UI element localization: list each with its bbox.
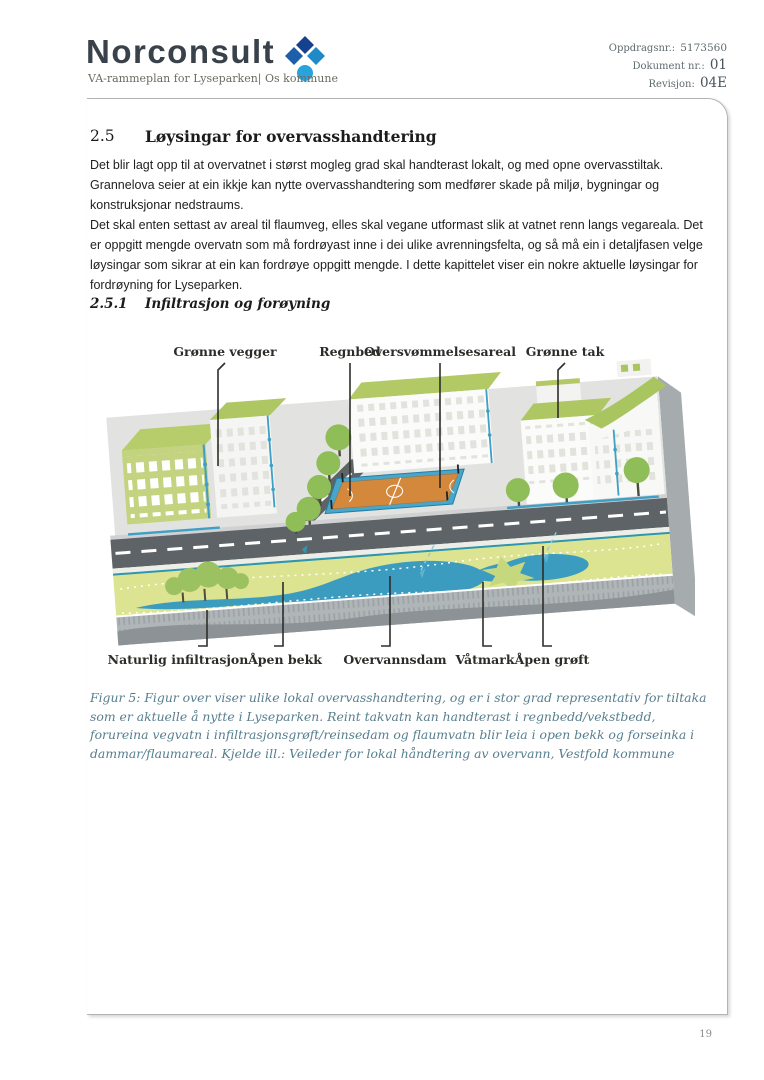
section-number: 2.5 [90,127,115,145]
subsection-heading [90,296,330,312]
label-oversvommelsesareal: Oversvømmelsesareal [364,344,516,359]
label-naturlig-infiltrasjon: Naturlig infiltrasjon [107,652,249,667]
isometric-scene [100,357,695,662]
center-building [347,372,507,473]
label-apen-bekk: Åpen bekk [248,652,322,667]
meta-dokumentnr: Dokument nr.: 01 [632,57,727,73]
section-title: Løysingar for overvasshandtering [145,127,437,146]
subsection-number: 2.5.1 [90,296,128,312]
label-gronne-vegger: Grønne vegger [173,344,277,359]
label-regnbed: Regnbed [319,344,381,359]
meta-revisjon: Revisjon: 04E [648,75,727,91]
figure-stormwater-illustration [100,338,695,683]
label-vatmark: Våtmark [455,652,515,667]
section-paragraph-1: Det blir lagt opp til at overvatnet i størst mogleg grad skal handterast lokalt, og med opne overvasstiltak. Grannelova seier at ein ikkje kan nytte overvasshandtering som medfører skade på miljø, bygningar og konstruksjonar nedstraums. [90,158,664,212]
stormwater-isometric-figure [100,338,695,683]
label-apen-groft: Åpen grøft [514,652,590,667]
page-number: 19 [699,1029,712,1040]
label-gronne-tak: Grønne tak [525,344,605,359]
meta-oppdragsnr: Oppdragsnr.: 5173560 [608,42,727,54]
document-subtitle: VA-rammeplan for Lyseparken| Os kommune [88,72,338,85]
label-overvannsdam: Overvannsdam [343,652,447,667]
figure-caption: Figur 5: Figur over viser ulike lokal overvasshandtering, og er i stor grad representativ for tiltaka som er aktuelle å nytte i Lyseparken. Reint takvatn kan handterast i regnbedd/vekstbedd, forureina vegvatn i infiltrasjonsgrøft/reinsedam og flaumvatn blir leia i open bekk og forseinka i dammar/flaumareal. Kjelde ill.: Veileder for lokal håndtering av overvann, Vestfold kommune [90,690,707,761]
document-meta [609,38,727,92]
subsection-title: Infiltrasjon og forøyning [145,296,331,312]
section-paragraph-2: Det skal enten settast av areal til flaumveg, elles skal vegane utformast slik at vatnet renn langs vegareala. Det er oppgitt mengde overvatn som må fordrøyast inne i dei ulike avrenningsfelta, og så må ein i detaljfasen velge løysingar som sikrar at ein kan fordrøye oppgitt mengde. I dette kapittelet viser ein nokre aktuelle løysingar for fordrøyning for Lyseparken. [90,218,703,292]
norconsult-wordmark: Norconsult [86,33,276,70]
section-heading [90,127,437,146]
